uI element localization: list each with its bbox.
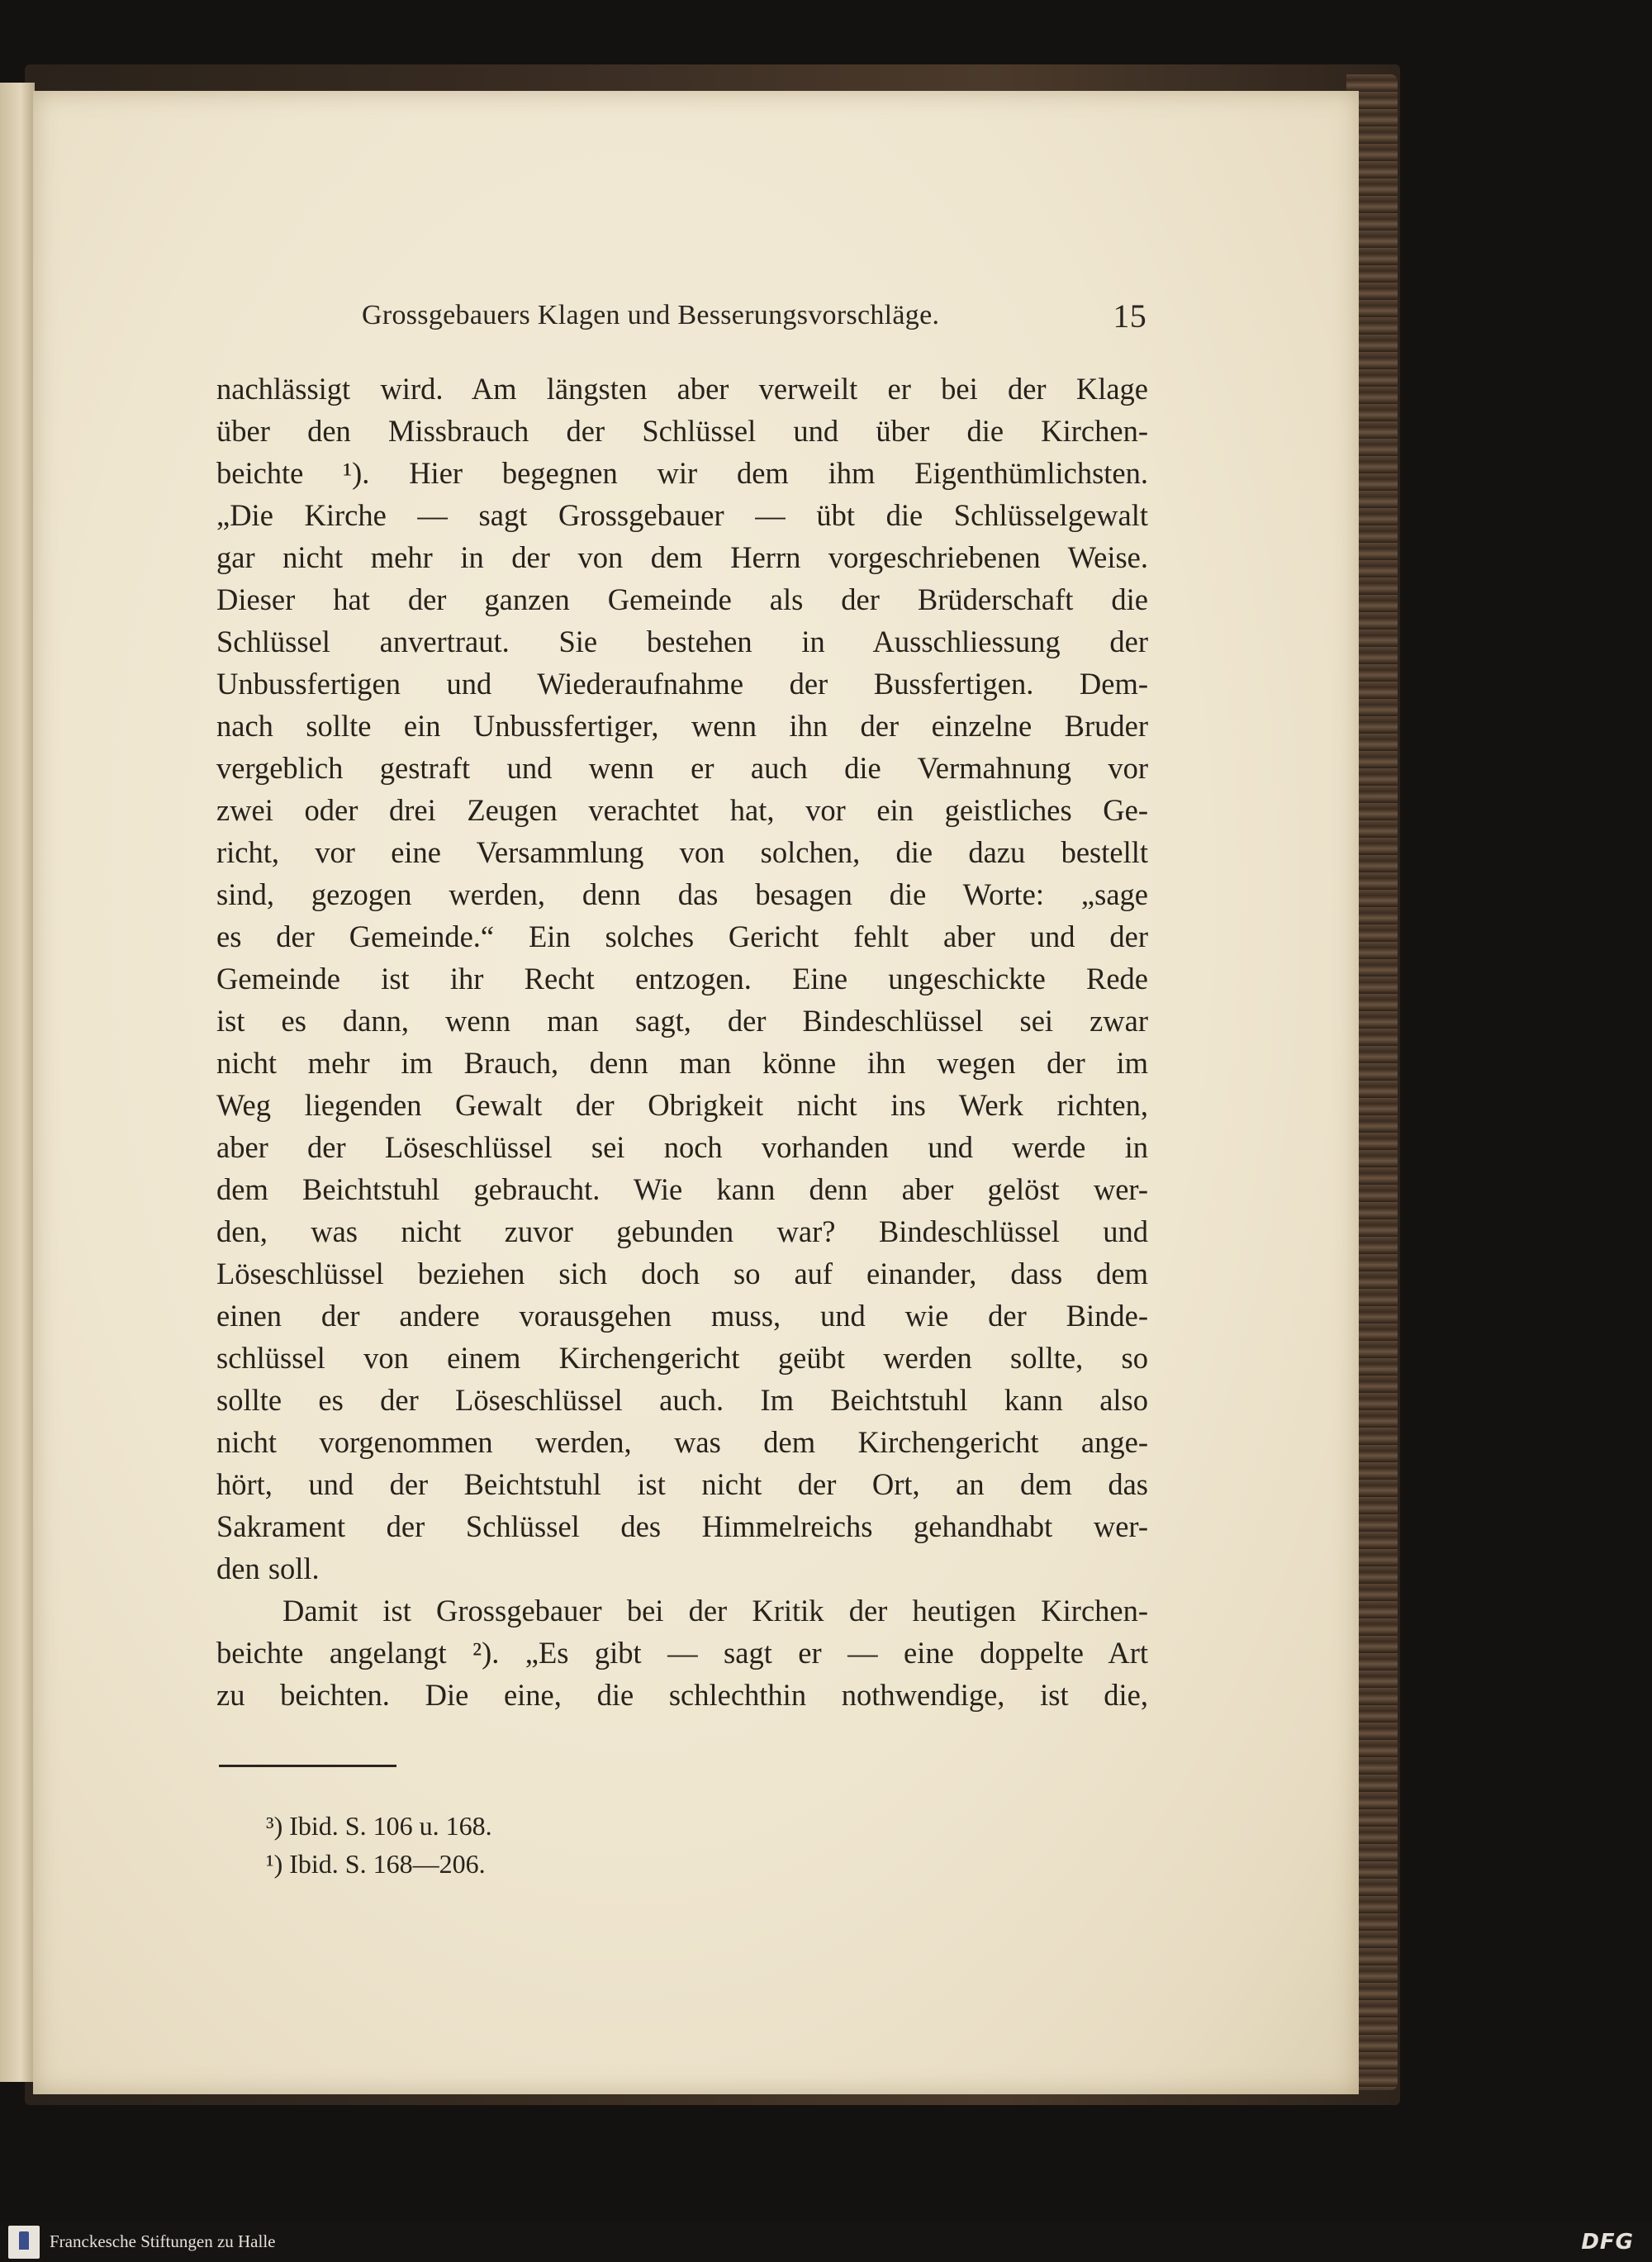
text-line: vergeblich gestraft und wenn er auch die Vermahnung vor [216, 751, 1148, 785]
paragraph-first-line: Damit ist Grossgebauer bei der Kritik der heutigen Kirchen- [282, 1594, 1148, 1628]
text-line: es der Gemeinde.“ Ein solches Gericht fehlt aber und der [216, 920, 1148, 953]
text-line: nicht mehr im Brauch, denn man könne ihn wegen der im [216, 1046, 1148, 1080]
dfg-logo: DFG [1581, 2230, 1634, 2255]
text-line: nach sollte ein Unbussfertiger, wenn ihn der einzelne Bruder [216, 709, 1148, 743]
text-line: dem Beichtstuhl gebraucht. Wie kann denn aber gelöst wer- [216, 1172, 1148, 1206]
text-line: Gemeinde ist ihr Recht entzogen. Eine ungeschickte Rede [216, 962, 1148, 996]
text-line: den soll. [216, 1552, 320, 1585]
text-line: einen der andere vorausgehen muss, und wie der Binde- [216, 1299, 1148, 1333]
text-line: Weg liegenden Gewalt der Obrigkeit nicht ins Werk richten, [216, 1088, 1148, 1122]
text-line: richt, vor eine Versammlung von solchen, die dazu bestellt [216, 835, 1148, 869]
page-number: 15 [1113, 297, 1146, 335]
text-line: nicht vorgenommen werden, was dem Kirchengericht ange- [216, 1425, 1148, 1459]
text-line: zwei oder drei Zeugen verachtet hat, vor ein geistliches Ge- [216, 793, 1148, 827]
text-line: den, was nicht zuvor gebunden war? Bindeschlüssel und [216, 1214, 1148, 1248]
footnote [266, 1845, 492, 1883]
footnote-mark: ³) [266, 1811, 283, 1841]
text-line: schlüssel von einem Kirchengericht geübt werden sollte, so [216, 1341, 1148, 1375]
text-line: zu beichten. Die eine, die schlechthin nothwendige, ist die, [216, 1678, 1148, 1712]
text-line: Löseschlüssel beziehen sich doch so auf einander, dass dem [216, 1257, 1148, 1290]
text-line: Sakrament der Schlüssel des Himmelreichs gehandhabt wer- [216, 1509, 1148, 1543]
text-line: beichte ¹). Hier begegnen wir dem ihm Eigenthümlichsten. [216, 456, 1148, 490]
footnote-text: Ibid. S. 168—206. [289, 1849, 486, 1879]
text-line: Schlüssel anvertraut. Sie bestehen in Ausschliessung der [216, 625, 1148, 658]
previous-page-edge [0, 83, 35, 2082]
text-line: gar nicht mehr in der von dem Herrn vorgeschriebenen Weise. [216, 540, 1148, 574]
text-line: nachlässigt wird. Am längsten aber verweilt er bei der Klage [216, 372, 1148, 406]
footnote-text: Ibid. S. 106 u. 168. [289, 1811, 492, 1841]
running-head [362, 297, 1146, 345]
text-line: beichte angelangt ²). „Es gibt — sagt er — eine doppelte Art [216, 1636, 1148, 1670]
institution-logo-icon [8, 2226, 40, 2259]
body-text [216, 368, 1148, 1716]
text-line: über den Missbrauch der Schlüssel und über die Kirchen- [216, 414, 1148, 448]
text-line: „Die Kirche — sagt Grossgebauer — übt die Schlüsselgewalt [216, 498, 1148, 532]
footnote-rule [219, 1765, 396, 1767]
text-line: sollte es der Löseschlüssel auch. Im Beichtstuhl kann also [216, 1383, 1148, 1417]
footnote-mark: ¹) [266, 1849, 283, 1879]
credit-bar [0, 2222, 1652, 2262]
text-line: ist es dann, wenn man sagt, der Bindeschlüssel sei zwar [216, 1004, 1148, 1038]
running-head-title: Grossgebauers Klagen und Besserungsvorschläge. [362, 300, 940, 330]
text-line: Unbussfertigen und Wiederaufnahme der Bussfertigen. Dem- [216, 667, 1148, 701]
text-line: aber der Löseschlüssel sei noch vorhanden und werde in [216, 1130, 1148, 1164]
footnotes [266, 1807, 492, 1883]
institution-name: Franckesche Stiftungen zu Halle [50, 2231, 276, 2251]
text-line: hört, und der Beichtstuhl ist nicht der Ort, an dem das [216, 1467, 1148, 1501]
footnote [266, 1807, 492, 1845]
text-line: Dieser hat der ganzen Gemeinde als der Brüderschaft die [216, 582, 1148, 616]
text-line: sind, gezogen werden, denn das besagen die Worte: „sage [216, 877, 1148, 911]
